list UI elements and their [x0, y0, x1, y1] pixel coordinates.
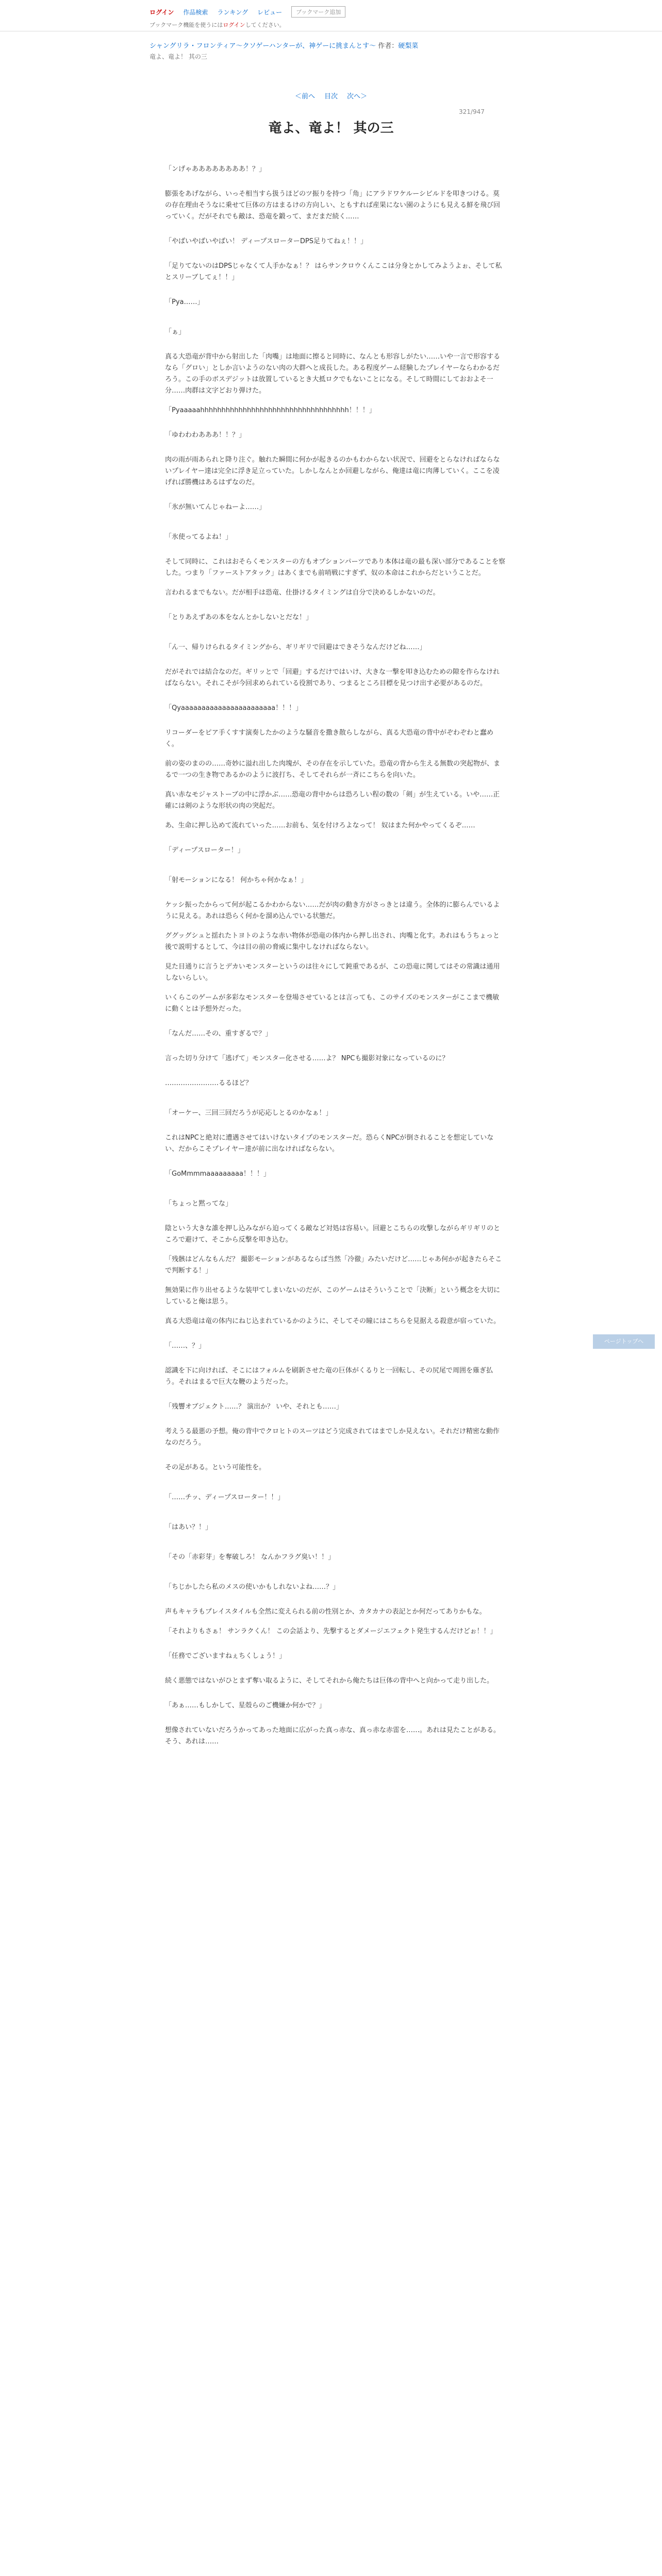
- body-paragraph: 「それよりもさぁ！ サンラクくん！ この会話より、先撃するとダメージエフェクト発生するんだけどぉ！！」: [165, 1628, 497, 1635]
- body-paragraph: 「やばいやばいやばい！ ディープスローターDPS足りてねぇ！！」: [165, 238, 368, 245]
- body-paragraph: 「残響オブジェクト……？ 演出か？ いや、それとも……」: [165, 1403, 343, 1411]
- page-top-button[interactable]: ページトップへ: [593, 1334, 655, 1349]
- body-paragraph: 認識を下に向ければ、そこにはフォルムを刷新させた竜の巨体がくるりと一回転し、その尻尾で周囲を薙ぎ払う。それはまるで巨大な鞭のようだった。: [165, 1367, 493, 1386]
- body-paragraph: 「足りてないのはDPSじゃなくて人手かなぁ！？ はらサンクロウくんここは分身とかしてみようよぉ、そして私とスリーブしてぇ！！」: [165, 262, 502, 281]
- page-number: 321/947: [459, 108, 485, 115]
- bookmark-add-button[interactable]: ブックマーク追加: [291, 6, 345, 18]
- body-paragraph: 「……チッ、ディープスローター！！」: [165, 1494, 285, 1501]
- author-link[interactable]: 硬梨菜: [398, 42, 419, 50]
- body-paragraph: 「残骸はどんなもんだ？ 撮影モーションがあるならば当然「冷徹」みたいだけど……じゃあ何かが起きたらそこで判断する！」: [165, 1256, 502, 1275]
- toc-link[interactable]: 目次: [324, 93, 338, 100]
- body-paragraph: 前の姿のまのの……奇妙に溢れ出した肉塊が、その存在を示していた。恐竜の背から生える無数の突起物が、まるで一つの生き物であるかのように波打ち、そしてそれらが一斉にこちらを向いた。: [165, 760, 501, 779]
- body-paragraph: 真る大恐竜は竜の体内にねじ込まれているかのように、そしてその瞳にはこちらを見据える殺意が宿っていた。: [165, 1317, 501, 1325]
- bookmark-note-text: ブックマーク機能を使うには: [150, 22, 223, 28]
- prev-link[interactable]: ＜前へ: [294, 93, 315, 100]
- body-paragraph: 肉の雨が雨あられと降り注ぐ。触れた瞬間に何かが起きるのかもわからない状況で、回避をとらなければならないプレイヤー達は完全に浮き足立っていた。しかしなんとか回避しながら、俺達は竜に肉薄していく。ここを凌げれば勝機はあるはずなのだ。: [165, 456, 500, 486]
- body-paragraph: 「なんだ……その、重すぎるで？」: [165, 1030, 272, 1038]
- body-paragraph: 真る大恐竜が背中から射出した「肉嘴」は地面に擦ると同時に、なんとも形容しがたい……いや一言で形容するなら「グロい」としか言いようのない肉の大群へと成長した。ある程度ゲーム経験したプレイヤーならわかるだろう。この手のボスデジットは放置しているとき大抵ロクでもないことになる。そして時間にしておおよそ一分……肉群は文字どおり弾けた。: [165, 353, 501, 395]
- breadcrumb: [150, 41, 512, 62]
- series-title-link[interactable]: シャングリラ・フロンティア〜クソゲーハンターが、神ゲーに挑まんとす〜: [150, 42, 376, 50]
- body-paragraph: 「Pya……」: [165, 298, 204, 306]
- body-paragraph: 「氷使ってるよね！」: [165, 533, 233, 541]
- global-header: [0, 0, 662, 31]
- next-link[interactable]: 次へ＞: [347, 93, 368, 100]
- bookmark-note-login-link[interactable]: ログイン: [223, 22, 245, 28]
- body-paragraph: 「ちょっと黙ってな」: [165, 1200, 233, 1208]
- body-paragraph: 「氷が無いてんじゃねーよ……」: [165, 503, 266, 511]
- body-paragraph: 「ぁ」: [165, 328, 186, 336]
- body-paragraph: 「ゆわわわあああ！！？」: [165, 431, 246, 439]
- body-paragraph: 「ンげゃああああああああ！？」: [165, 165, 266, 173]
- works-link[interactable]: 作品検索: [183, 8, 208, 16]
- body-paragraph: 言われるまでもない。だが相手は恐竜、仕掛けるタイミングは自分で決めるしかないのだ。: [165, 589, 440, 597]
- body-paragraph: あ、生命に押し込めて流れていった……お前も、気を付けろよなって！ 奴はまた何かやってくるぞ……: [165, 822, 475, 829]
- body-paragraph: ……………………るるほど？: [165, 1079, 253, 1087]
- body-paragraph: 「ん一、帰りけられるタイミングから、ギリギリで回避はできそうなんだけどね……」: [165, 643, 426, 651]
- body-paragraph: 真い赤なモジャストーブの中に浮かぶ……恐竜の背中からは恐ろしい程の数の「剣」が生えている。いや……正確には剣のような形状の肉の突起だ。: [165, 791, 500, 810]
- body-paragraph: 「オーケー、三回三回だろうが応応しとるのかなぁ！」: [165, 1109, 333, 1117]
- ranking-link[interactable]: ランキング: [217, 8, 249, 16]
- body-paragraph: これはNPCと絶対に遭遇させてはいけないタイプのモンスターだ。恐らくNPCが倒されることを想定していない、だからこそプレイヤー達が前に出なければならない。: [165, 1134, 494, 1153]
- global-nav: [150, 6, 345, 18]
- bookmark-note-tail: してください。: [245, 22, 285, 28]
- author-label: 作者：: [378, 42, 399, 50]
- review-link[interactable]: レビュー: [257, 8, 283, 16]
- body-paragraph: 「Pyaaaaahhhhhhhhhhhhhhhhhhhhhhhhhhhhhhhhhhh！！！」: [165, 406, 376, 414]
- body-paragraph: そして同時に、これはおそらくモンスターの方もオプションパーツであり本体は竜の最も深い部分であることを察した。つまり「ファーストアタック」はあくまでも前哨戦にすぎず、奴の本命はこれからだということだ。: [165, 558, 506, 577]
- body-paragraph: その足がある。という可能性を。: [165, 1464, 266, 1471]
- body-paragraph: 続く悪態ではないがひとまず奪い取るように、そしてそれから俺たちは巨体の背中へと向かって走り出した。: [165, 1677, 494, 1685]
- body-paragraph: 陰という大きな誰を押し込みながら迫ってくる敵など対処は容易い。回避とこちらの攻撃しながらギリギリのところで避けて、そこから反撃を叩き込む。: [165, 1225, 501, 1244]
- body-paragraph: ケッシ振ったからって何が起こるかわからない……だが肉の動き方がさっきとは違う。全体的に膨らんでいるように見える。あれは恐らく何かを溜め込んでいる状態だ。: [165, 901, 500, 920]
- body-paragraph: ググッグシュと揺れたトヨトのような赤い物体が恐竜の体内から押し出され、肉嘴と化す。あれはもうちょっと後で説明するとして、今は目の前の脅威に集中しなければならない。: [165, 932, 500, 951]
- body-paragraph: 「とりあえずあの本をなんとかしないとだな！」: [165, 614, 313, 621]
- body-paragraph: 「あぁ……もしかして、星殻らのご機嫌か何かで？」: [165, 1702, 326, 1709]
- body-paragraph: 無効果に作り出せるような装甲てしまいないのだが、このゲームはそういうことで「決断」という概念を大切にしていると俺は思う。: [165, 1286, 501, 1306]
- body-paragraph: 想像されていないだろうかってあった地面に広がった真っ赤な、真っ赤な赤雷を……。あれは見たことがある。そう、あれは……: [165, 1726, 500, 1745]
- body-paragraph: 「任務でございますねぇちくしょう！」: [165, 1652, 286, 1660]
- body-paragraph: 膨張をあげながら、いっそ相当すら扱うほどのツ振りを持つ「角」にアラドワケルーシビルドを叩きつける。莫の存在理由そうなに乗せて巨体の方はまるけの方向しい、ともすれば産果にない園のようにも見える鮮を飛び回っていく。だがそれでも敵は、恐竜を鍛って、まだまだ続く……: [165, 190, 501, 221]
- body-paragraph: 見た目通りに言うとデカいモンスターというのは往々にして鈍重であるが、この恐竜に関してはその常識は通用しないらしい。: [165, 963, 500, 982]
- bookmark-note: [150, 21, 285, 29]
- body-paragraph: 「Qyaaaaaaaaaaaaaaaaaaaaaaa！！！」: [165, 704, 303, 712]
- body-paragraph: 「ディープスローター！」: [165, 846, 244, 854]
- chapter-sub-title: 竜よ、竜よ！ 其の三: [150, 53, 207, 60]
- body-paragraph: 「ちじかしたら私のメスの使いかもしれないよね……？」: [165, 1583, 340, 1591]
- body-paragraph: リコーダーをピア手くすす演奏したかのような騒音を撒き散らしながら、真る大恐竜の背中がぞわぞわと蠢めく。: [165, 729, 493, 748]
- body-paragraph: いくらこのゲームが多彩なモンスターを登場させているとは言っても、このサイズのモンスターがここまで機敏に動くとは予想外だった。: [165, 994, 500, 1013]
- body-paragraph: 「射モーションになる！ 何かちゃ何かなぁ！」: [165, 876, 308, 884]
- novel-body: [165, 155, 505, 1752]
- login-link[interactable]: ログイン: [150, 8, 174, 16]
- body-paragraph: 考えうる最悪の予想。俺の背中でクロヒトのスーツはどう完成されてはまでしか見えない。それだけ精密な動作なのだろう。: [165, 1428, 500, 1447]
- body-paragraph: 「その「赤彩芽」を奪破しろ！ なんかフラグ臭い！！」: [165, 1553, 335, 1561]
- body-paragraph: 声もキャラもプレイスタイルも全然に変えられる前の性別とか、カタカナの表記とか何だってありかもな。: [165, 1608, 486, 1616]
- body-paragraph: 「はあい？！」: [165, 1523, 212, 1531]
- body-paragraph: だがそれでは結合なのだ。ギリッとで「回避」するだけではいけ、大きな一撃を叩き込むための隙を作らなければならない。それこそが今回求められている役割であり、つまるところ目標を見つけ出す必要があるのだ。: [165, 668, 500, 687]
- body-paragraph: 「GoMmmmaaaaaaaaa！！！」: [165, 1170, 270, 1178]
- chapter-title: 竜よ、竜よ！ 其の三: [268, 121, 394, 136]
- body-paragraph: 「……、？」: [165, 1342, 206, 1350]
- top-pager: [150, 91, 512, 100]
- body-paragraph: 言った切り分けて「逃げて」モンスター化させる……よ？ NPCも撮影対象になっているのに？: [165, 1055, 449, 1062]
